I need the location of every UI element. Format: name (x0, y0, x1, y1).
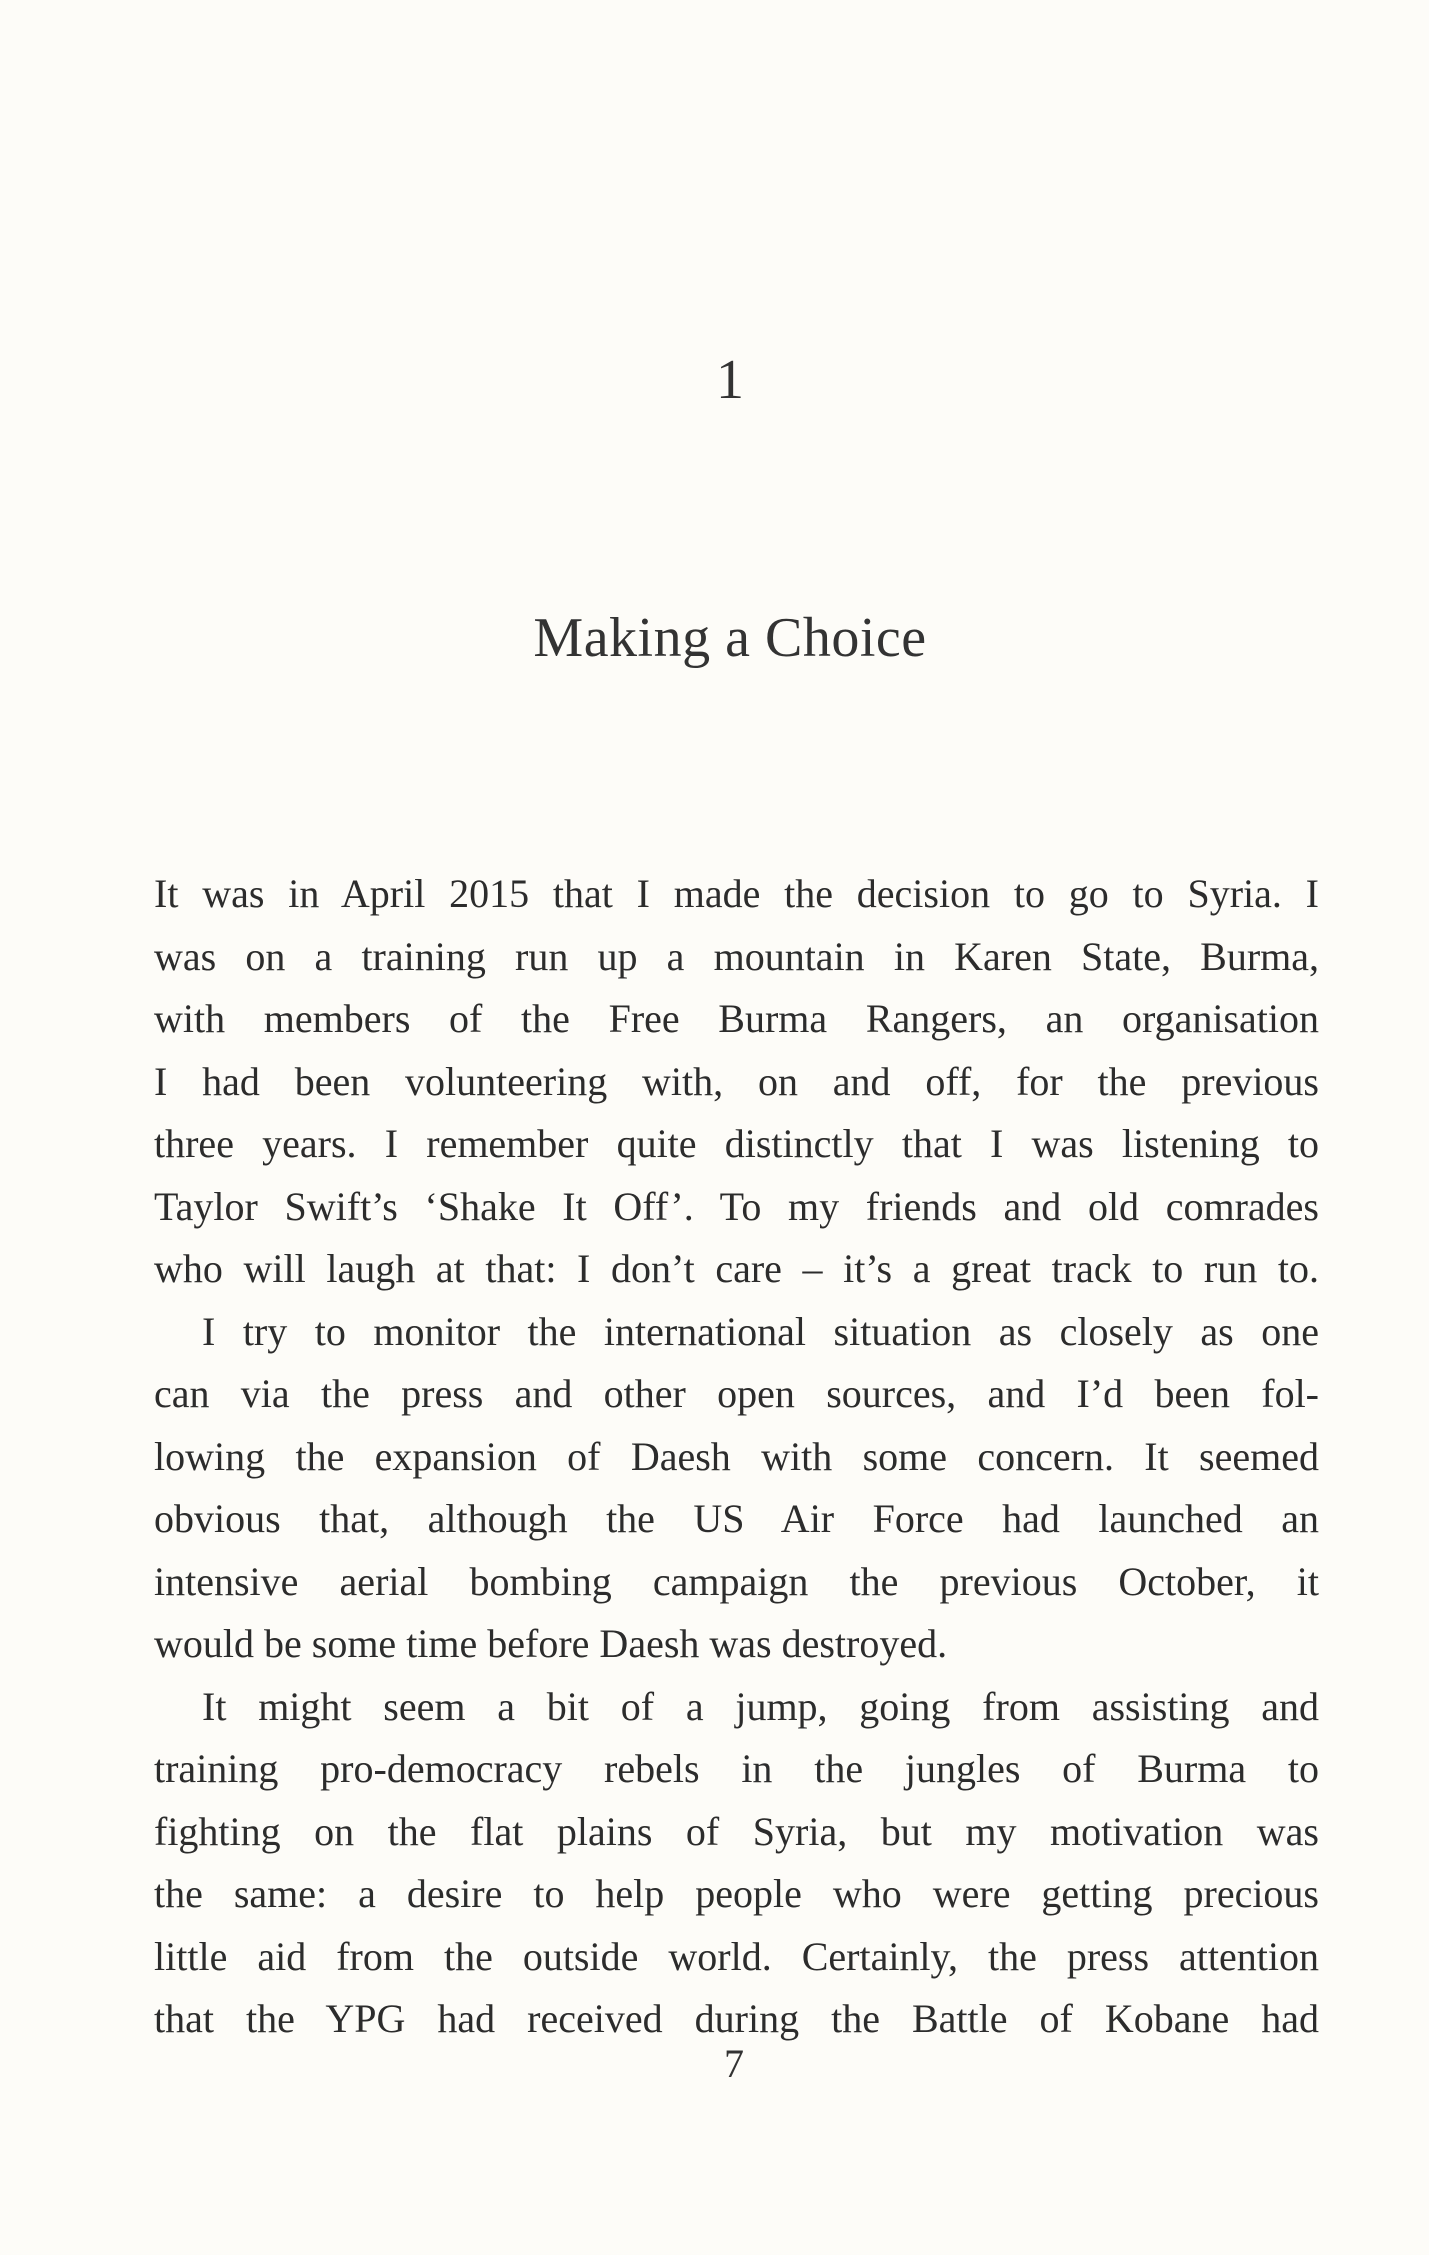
text-line: three years. I remember quite distinctly that I was listening to (154, 1121, 1319, 1166)
text-line: lowing the expansion of Daesh with some concern. It seemed (154, 1433, 1319, 1479)
chapter-title: Making a Choice (533, 607, 927, 669)
text-line: the same: a desire to help people who were getting precious (154, 1871, 1319, 1916)
chapter-number: 1 (716, 349, 744, 411)
page-number: 7 (724, 2041, 744, 2086)
text-line: with members of the Free Burma Rangers, an organisation (154, 996, 1319, 1041)
text-line: that the YPG had received during the Battle of Kobane had (154, 1996, 1319, 2041)
text-line: Taylor Swift’s ‘Shake It Off’. To my friends and old comrades (154, 1183, 1319, 1229)
text-line: It was in April 2015 that I made the decision to go to Syria. I (154, 871, 1319, 916)
text-line: obvious that, although the US Air Force had launched an (154, 1496, 1319, 1541)
body-text (154, 863, 1319, 2051)
text-line: I had been volunteering with, on and off, for the previous (154, 1058, 1319, 1104)
text-line: was on a training run up a mountain in Karen State, Burma, (154, 933, 1319, 979)
text-line: training pro-democracy rebels in the jungles of Burma to (154, 1746, 1319, 1791)
text-line: little aid from the outside world. Certainly, the press attention (154, 1933, 1319, 1979)
text-line: intensive aerial bombing campaign the previous October, it (154, 1558, 1319, 1604)
text-line: I try to monitor the international situation as closely as one (202, 1308, 1319, 1354)
text-line: can via the press and other open sources, and I’d been fol- (154, 1371, 1319, 1416)
text-line: would be some time before Daesh was destroyed. (154, 1621, 948, 1666)
text-line: who will laugh at that: I don’t care – it’s a great track to run to. (154, 1246, 1319, 1291)
text-line: fighting on the flat plains of Syria, but my motivation was (154, 1808, 1319, 1854)
text-line: It might seem a bit of a jump, going from assisting and (202, 1683, 1319, 1729)
